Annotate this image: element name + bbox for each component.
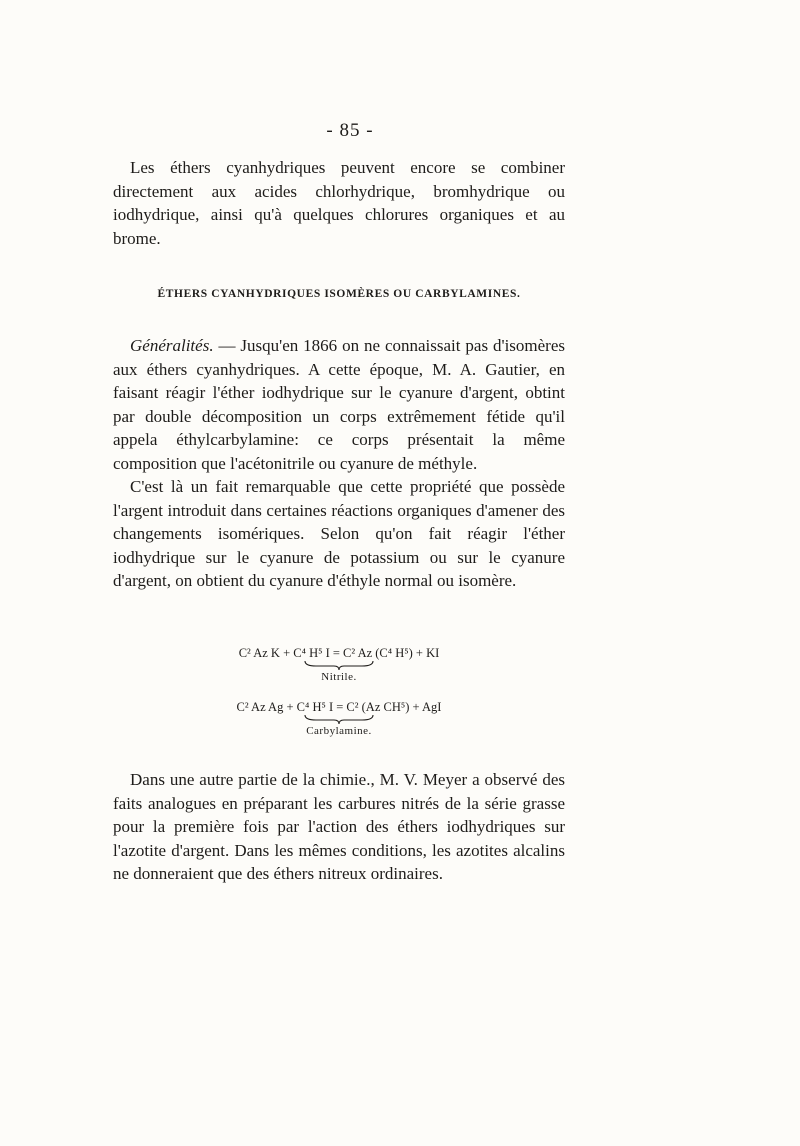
- paragraph-3: C'est là un fait remarquable que cette propriété que possède l'argent introduit dans certaines réactions organiques d'amener des changements isomériques. Selon qu'on fait réagir l'éther iodhydrique sur le cyanure de potassium ou sur le cyanure d'argent, on obtient du cyanure d'éthyle normal ou isomère.: [113, 477, 565, 590]
- paragraph-2-italic: Généralités.: [130, 336, 214, 355]
- paragraph-4: Dans une autre partie de la chimie., M. V. Meyer a observé des faits analogues en préparant les carbures nitrés de la série grasse pour la première fois par l'action des éthers iodhydriques sur l'azotite d'argent. Dans les mêmes conditions, les azotites alcalins ne donneraient que des éthers nitreux ordinaires.: [113, 770, 565, 883]
- formula-2-label: Carbylamine.: [306, 725, 372, 737]
- paragraph-4-block: [113, 768, 565, 886]
- paragraph-2-body: — Jusqu'en 1866 on ne connaissait pas d'isomères aux éthers cyanhydriques. A cette époque, M. A. Gautier, en faisant réagir l'éther iodhydrique sur le cyanure d'argent, obtint par double décomposition un corps extrêmement fétide qu'il appela éthylcarbylamine: ce corps présentait la même composition que l'acétonitrile ou cyanure de méthyle.: [113, 336, 565, 473]
- formula-2: C² Az Ag + C⁴ H⁵ I = C² (Az CH⁵) + AgI: [236, 700, 442, 714]
- paragraph-2-block: [113, 334, 565, 593]
- reaction-formulas: [113, 642, 565, 738]
- paragraph-2: [113, 334, 565, 475]
- page-number: - 85 -: [326, 120, 374, 141]
- formula-1-label: Nitrile.: [321, 671, 357, 683]
- paragraph-1-text: Les éthers cyanhydriques peuvent encore se combiner directement aux acides chlorhydrique, bromhydrique ou iodhydrique, ainsi qu'à quelques chlorures organiques et au brome.: [113, 158, 565, 248]
- section-heading: ÉTHERS CYANHYDRIQUES ISOMÈRES OU CARBYLAMINES.: [157, 288, 521, 300]
- paragraph-1: [113, 156, 565, 250]
- formula-1: C² Az K + C⁴ H⁵ I = C² Az (C⁴ H⁵) + KI: [238, 646, 440, 660]
